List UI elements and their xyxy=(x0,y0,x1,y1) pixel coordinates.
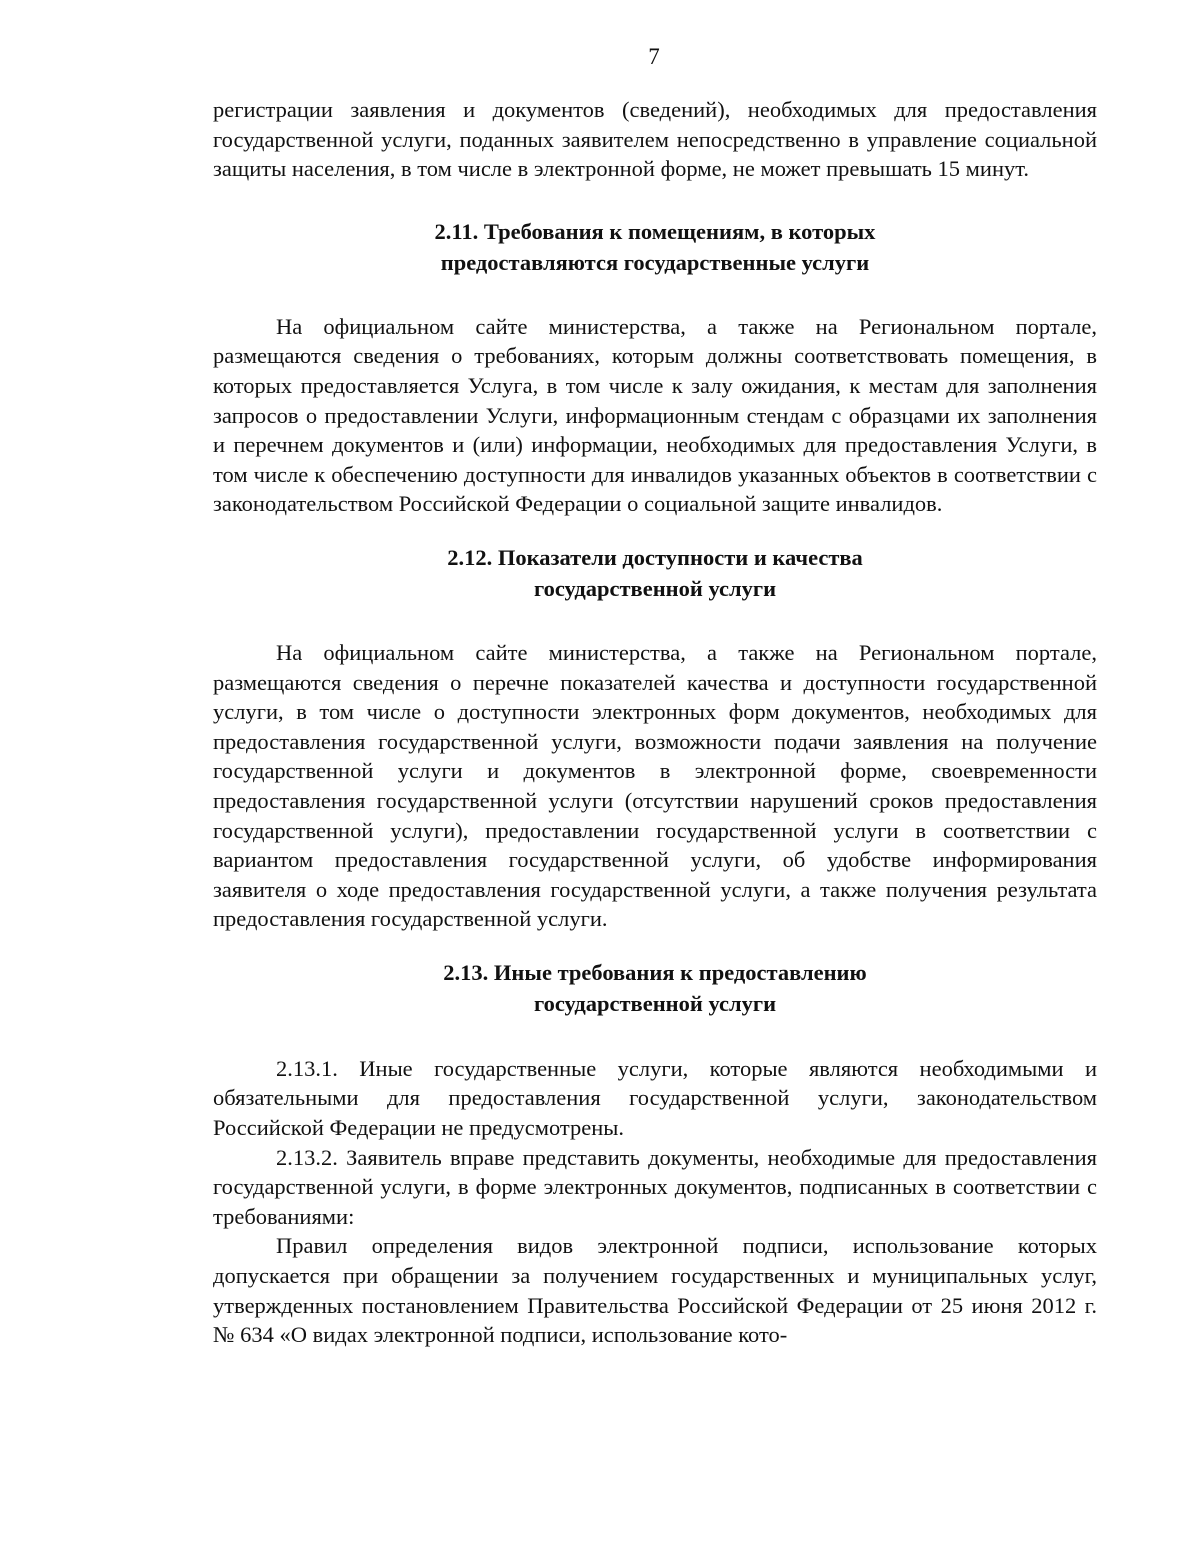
intro-paragraph: регистрации заявления и документов (сведений), необходимых для предоставления государственной услуги, поданных заявителем непосредственно в управление социальной защиты населения, в том числе в электронной форме, не может превышать 15 минут. xyxy=(213,97,1097,182)
section-2-13-1-paragraph: 2.13.1. Иные государственные услуги, которые являются необходимыми и обязательными для предоставления государственной услуги, законодательством Российской Федерации не предусмотрены. xyxy=(213,1055,1097,1141)
section-2-13-2-rules-paragraph: Правил определения видов электронной подписи, использование которых допускается при обращении за получением государственных и муниципальных услуг, утвержденных постановлением Правительства Российской Федерации от 25 июня 2012 г. № 634 «О видах электронной подписи, использование кото- xyxy=(213,1233,1097,1348)
section-2-12-heading-line-2: государственной услуги xyxy=(533,575,777,601)
section-2-13-2-paragraph: 2.13.2. Заявитель вправе представить документы, необходимые для предоставления государственной услуги, в форме электронных документов, подписанных в соответствии с требованиями: xyxy=(213,1144,1097,1229)
section-2-12-heading xyxy=(213,542,1097,604)
section-2-11-heading-line-1: 2.11. Требования к помещениям, в которых xyxy=(434,218,876,244)
section-2-11-heading-line-2: предоставляются государственные услуги xyxy=(440,249,870,275)
section-2-11-paragraph: На официальном сайте министерства, а также на Региональном портале, размещаются сведения о требованиях, которым должны соответствовать помещения, в которых предоставляется Услуга, в том числе к залу ожидания, к местам для заполнения запросов о предоставлении Услуги, информационным стендам с образцами их заполнения и перечнем документов и (или) информации, необходимых для предоставления Услуги, в том числе к обеспечению доступности для инвалидов указанных объектов в соответствии с законодательством Российской Федерации о социальной защите инвалидов. xyxy=(213,313,1097,517)
page-number: 7 xyxy=(648,44,660,69)
document-body xyxy=(213,95,1097,1350)
section-2-12-paragraph: На официальном сайте министерства, а также на Региональном портале, размещаются сведения о перечне показателей качества и доступности государственной услуги, в том числе о доступности электронных форм документов, необходимых для предоставления государственной услуги, возможности подачи заявления на получение государственной услуги и документов в электронной форме, своевременности предоставления государственной услуги (отсутствии нарушений сроков предоставления государственной услуги), предоставлении государственной услуги в соответствии с вариантом предоставления государственной услуги, об удобстве информирования заявителя о ходе предоставления государственной услуги, а также получения результата предоставления государственной услуги. xyxy=(213,639,1097,932)
section-2-11-heading xyxy=(213,216,1097,278)
section-2-13-heading xyxy=(213,957,1097,1019)
section-2-13-heading-line-1: 2.13. Иные требования к предоставлению xyxy=(443,959,867,985)
section-2-13-heading-line-2: государственной услуги xyxy=(533,990,777,1016)
section-2-12-heading-line-1: 2.12. Показатели доступности и качества xyxy=(447,544,863,570)
